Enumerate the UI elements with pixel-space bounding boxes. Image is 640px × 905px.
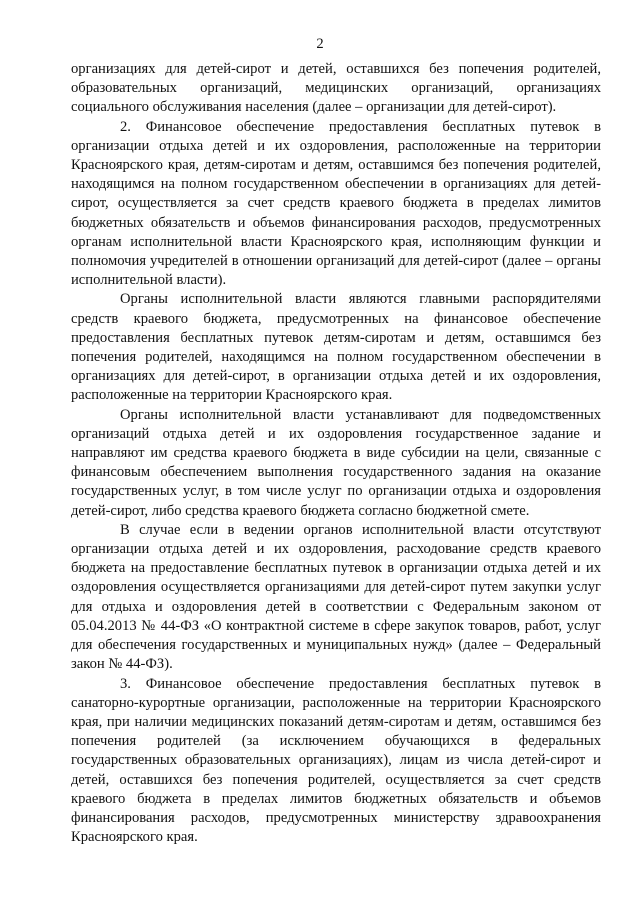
paragraph-item-3: 3. Финансовое обеспечение предоставления бесплатных путевок в санаторно-курортные организации, расположенные на территории Красноярского края, при наличии медицинских показаний детям-сиротам и детям, оставшимся без попечения родителей (за исключением обучающихся в федеральных государственных образовательных организациях), лицам из числа детей-сирот и детей, оставшихся без попечения родителей, осуществляется за счет средств краевого бюджета в пределах лимитов бюджетных обязательств и объемов финансирования расходов, предусмотренных министерству здравоохранения Красноярского края. <box>71 675 601 846</box>
document-body <box>71 60 601 847</box>
paragraph-budget-managers: Органы исполнительной власти являются главными распорядителями средств краевого бюджета, предусмотренных на финансовое обеспечение предоставления бесплатных путевок детям-сиротам и детям, оставшимся без попечения родителей, находящимся на полном государственном обеспечении в организациях для детей-сирот, в организации отдыха детей и их оздоровления, расположенные на территории Красноярского края. <box>71 291 601 404</box>
paragraph-procurement: В случае если в ведении органов исполнительной власти отсутствуют организации отдыха детей и их оздоровления, расходование средств краевого бюджета на предоставление бесплатных путевок в организации отдыха детей и их оздоровления осуществляется организациями для детей-сирот путем закупки услуг для отдыха и оздоровления детей в соответствии с Федеральным законом от 05.04.2013 № 44-ФЗ «О контрактной системе в сфере закупок товаров, работ, услуг для обеспечения государственных и муниципальных нужд» (далее – Федеральный закон № 44-ФЗ). <box>71 521 601 673</box>
paragraph-state-assignment: Органы исполнительной власти устанавливают для подведомственных организаций отдыха детей и их оздоровления государственное задание и направляют им средства краевого бюджета в виде субсидии на цели, связанные с финансовым обеспечением выполнения государственного задания на оказание государственных услуг, в том числе услуг по организации отдыха и оздоровления детей-сирот, либо средства краевого бюджета согласно бюджетной смете. <box>71 406 601 519</box>
paragraph-item-2: 2. Финансовое обеспечение предоставления бесплатных путевок в организации отдыха детей и их оздоровления, расположенные на территории Красноярского края, детям-сиротам и детям, оставшимся без попечения родителей, находящимся на полном государственном обеспечении в организациях для детей-сирот, осуществляется за счет средств краевого бюджета в пределах лимитов бюджетных обязательств и объемов финансирования расходов, предусмотренных органам исполнительной власти Красноярского края, исполняющим функции и полномочия учредителей в отношении организаций для детей-сирот (далее – органы исполнительной власти). <box>71 118 601 289</box>
paragraph-continuation: организациях для детей-сирот и детей, оставшихся без попечения родителей, образовательных организаций, медицинских организаций, организациях социального обслуживания населения (далее – организации для детей-сирот). <box>71 61 601 116</box>
page-number: 2 <box>316 36 324 52</box>
